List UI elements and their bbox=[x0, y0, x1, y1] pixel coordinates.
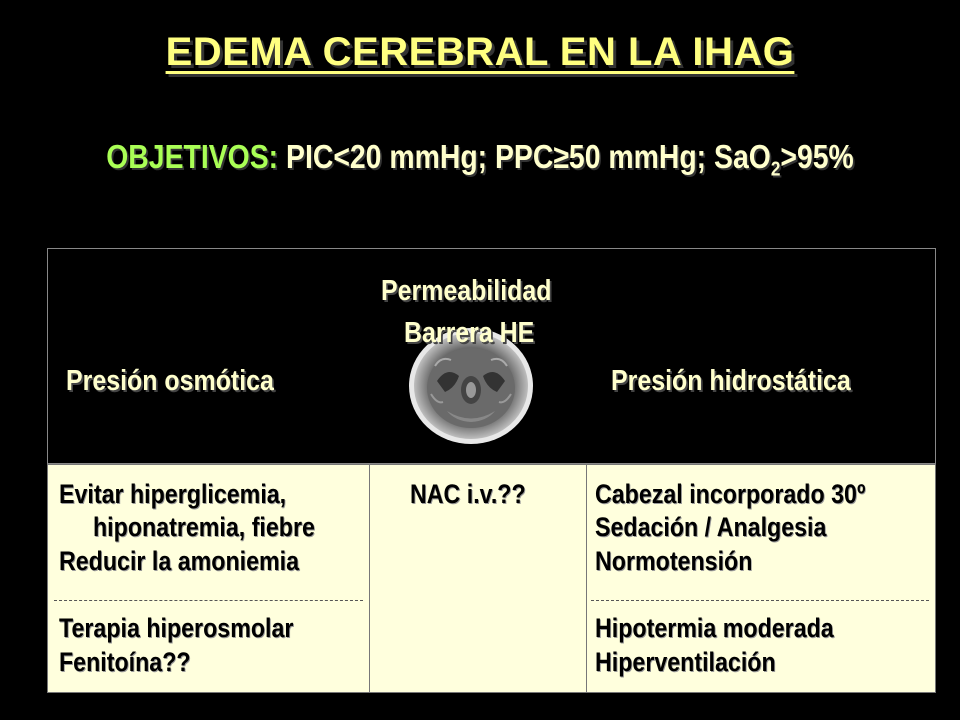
right-line-5: Hiperventilación bbox=[595, 647, 776, 677]
osmotic-pressure-label: Presión osmótica bbox=[66, 365, 274, 397]
hydrostatic-measures-column bbox=[585, 465, 935, 692]
left-line-3: Reducir la amoniemia bbox=[59, 546, 300, 576]
treatment-table bbox=[47, 464, 936, 693]
barrier-label: Barrera HE bbox=[404, 317, 535, 349]
slide-title: EDEMA CEREBRAL EN LA IHAG bbox=[165, 30, 795, 74]
left-line-1: Evitar hiperglicemia, bbox=[59, 479, 287, 509]
permeability-label: Permeabilidad bbox=[381, 275, 552, 307]
objectives-label: OBJETIVOS: bbox=[106, 138, 279, 175]
objectives-line bbox=[67, 138, 893, 182]
left-line-4: Terapia hiperosmolar bbox=[59, 613, 294, 643]
right-divider bbox=[591, 600, 929, 601]
right-line-4: Hipotermia moderada bbox=[595, 613, 834, 643]
center-line-1: NAC i.v.?? bbox=[410, 479, 526, 509]
objectives-pic-ppc: PIC<20 mmHg; PPC bbox=[286, 138, 554, 175]
hydrostatic-pressure-label: Presión hidrostática bbox=[611, 365, 851, 397]
right-line-3: Normotensión bbox=[595, 546, 753, 576]
geq-symbol: ≥ bbox=[553, 138, 569, 175]
left-divider bbox=[54, 600, 363, 601]
permeability-measures-column bbox=[369, 465, 587, 692]
osmotic-measures-column bbox=[48, 465, 369, 692]
sao2-subscript: 2 bbox=[770, 158, 781, 181]
left-line-5: Fenitoína?? bbox=[59, 647, 191, 677]
objectives-sat: >95% bbox=[780, 138, 854, 175]
right-line-2: Sedación / Analgesia bbox=[595, 512, 827, 542]
objectives-ppc-sao: 50 mmHg; SaO bbox=[568, 138, 771, 175]
left-line-2: hiponatremia, fiebre bbox=[93, 512, 315, 542]
right-line-1: Cabezal incorporado 30º bbox=[595, 479, 866, 509]
